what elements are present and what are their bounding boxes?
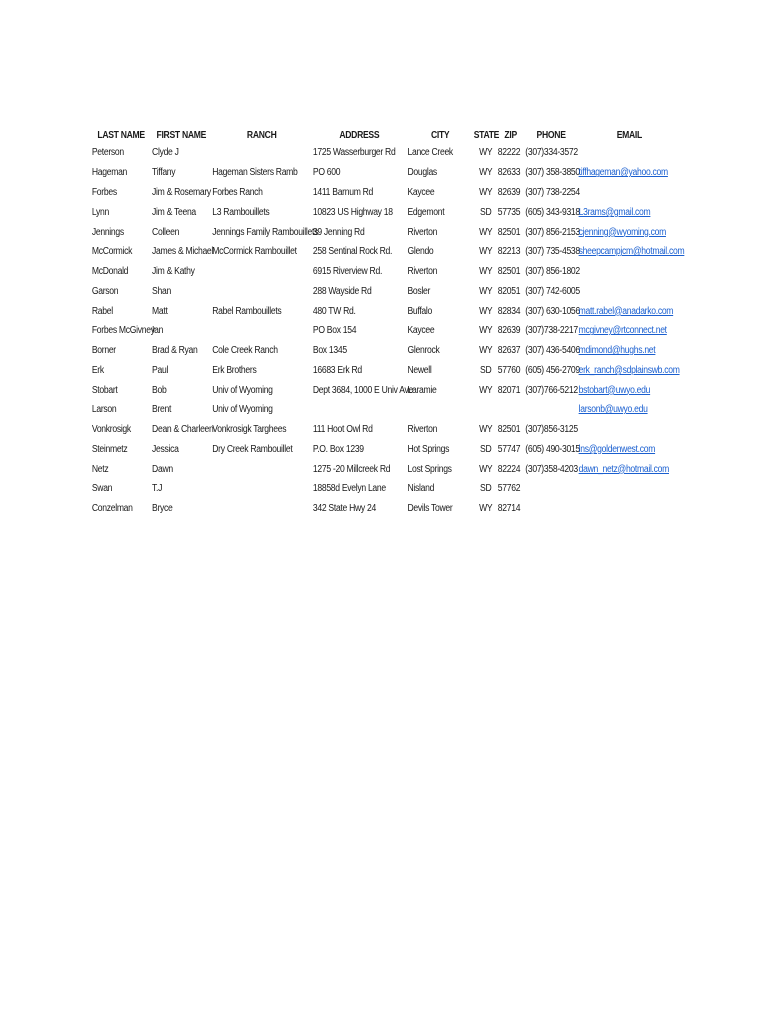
address-cell: Box 1345 — [312, 345, 347, 357]
email-link[interactable]: matt.rabel@anadarko.com — [578, 305, 674, 317]
email-link[interactable]: lns@goldenwest.com — [578, 443, 656, 455]
zip-cell: 82213 — [497, 246, 521, 258]
header-ranch: RANCH — [246, 130, 277, 141]
email-link — [578, 141, 681, 163]
city-cell: Hot Springs — [407, 443, 450, 455]
last-name-cell: Peterson — [91, 146, 124, 158]
state-cell: SD — [480, 443, 492, 455]
first-name-cell: Jessica — [152, 443, 179, 455]
ranch-cell — [211, 459, 312, 479]
zip-cell: 57747 — [497, 443, 521, 455]
table-row — [91, 440, 681, 460]
first-name-cell: Paul — [152, 364, 169, 376]
ranch-cell: Vonkrosigk Targhees — [212, 424, 287, 436]
first-name-cell: Tiffany — [152, 167, 176, 179]
zip-cell: 82224 — [497, 463, 521, 475]
last-name-cell: Garson — [91, 285, 119, 297]
zip-cell — [497, 400, 525, 420]
ranch-cell: Jennings Family Rambouillets — [212, 226, 319, 238]
ranch-cell: Hageman Sisters Ramb — [212, 167, 298, 179]
first-name-cell: Dean & Charleen — [152, 424, 214, 436]
table-row — [91, 242, 681, 262]
email-link — [578, 499, 681, 519]
city-cell: Laramie — [407, 384, 437, 396]
first-name-cell: Brent — [152, 404, 172, 416]
address-cell: 258 Sentinal Rock Rd. — [312, 246, 393, 258]
header-first-name: FIRST NAME — [156, 130, 207, 141]
email-link — [578, 183, 681, 203]
ranch-cell: Rabel Rambouillets — [212, 305, 282, 317]
phone-cell: (307)766-5212 — [525, 384, 578, 396]
last-name-cell: Forbes McGivney — [91, 325, 155, 337]
header-row — [91, 124, 681, 141]
city-cell: Nisland — [407, 483, 435, 495]
table-row — [91, 459, 681, 479]
address-cell: 16683 Erk Rd — [312, 364, 362, 376]
last-name-cell: Erk — [91, 364, 104, 376]
header-state: STATE — [473, 130, 500, 141]
state-cell: WY — [479, 187, 493, 199]
table-row — [91, 400, 681, 420]
contact-table — [91, 124, 685, 519]
table-row — [91, 420, 681, 440]
last-name-cell: Steinmetz — [91, 443, 128, 455]
state-cell: WY — [479, 305, 493, 317]
city-cell: Riverton — [407, 424, 438, 436]
state-cell: WY — [479, 503, 493, 515]
phone-cell: (307) 630-1056 — [525, 305, 580, 317]
ranch-cell: Cole Creek Ranch — [212, 345, 278, 357]
first-name-cell: Matt — [152, 305, 168, 317]
email-link[interactable]: L3rams@gmail.com — [578, 206, 651, 218]
city-cell: Bosler — [407, 285, 431, 297]
state-cell — [474, 400, 497, 420]
city-cell: Edgemont — [407, 206, 445, 218]
email-link[interactable]: erk_ranch@sdplainswb.com — [578, 364, 680, 376]
address-cell: PO 600 — [312, 167, 341, 179]
ranch-cell: Univ of Wyoming — [212, 404, 273, 416]
city-cell: Lost Springs — [407, 463, 452, 475]
email-link[interactable]: larsonb@uwyo.edu — [578, 404, 648, 416]
city-cell: Newell — [407, 364, 432, 376]
table-row — [91, 163, 681, 183]
state-cell: SD — [480, 206, 492, 218]
zip-cell: 82501 — [497, 226, 521, 238]
phone-cell: (307) 436-5406 — [525, 345, 580, 357]
table-row — [91, 262, 681, 282]
state-cell: WY — [479, 226, 493, 238]
phone-cell: (307) 742-6005 — [525, 285, 580, 297]
first-name-cell: Jim & Kathy — [152, 266, 195, 278]
city-cell: Kaycee — [407, 187, 435, 199]
email-link[interactable]: dawn_netz@hotmail.com — [578, 463, 669, 475]
address-cell: 480 TW Rd. — [312, 305, 356, 317]
ranch-cell: Forbes Ranch — [212, 187, 263, 199]
phone-cell: (307) 856-1802 — [525, 266, 580, 278]
state-cell: WY — [479, 424, 493, 436]
state-cell: WY — [479, 266, 493, 278]
email-link[interactable]: mdimond@hughs.net — [578, 345, 656, 357]
state-cell: WY — [479, 285, 493, 297]
email-link — [578, 282, 681, 302]
zip-cell: 57760 — [497, 364, 521, 376]
last-name-cell: Swan — [91, 483, 113, 495]
first-name-cell: Bryce — [152, 503, 173, 515]
state-cell: SD — [480, 364, 492, 376]
last-name-cell: Borner — [91, 345, 116, 357]
header-last-name: LAST NAME — [97, 130, 145, 141]
table-row — [91, 479, 681, 499]
last-name-cell: Stobart — [91, 384, 118, 396]
table-body — [91, 141, 685, 519]
last-name-cell: Hageman — [91, 167, 128, 179]
table-row — [91, 222, 681, 242]
zip-cell: 82639 — [497, 325, 521, 337]
header-city: CITY — [430, 130, 450, 141]
state-cell: WY — [479, 246, 493, 258]
first-name-cell: Dawn — [152, 463, 173, 475]
table-header — [91, 124, 681, 141]
state-cell: WY — [479, 345, 493, 357]
phone-cell: (307)334-3572 — [525, 146, 578, 158]
last-name-cell: Lynn — [91, 206, 109, 218]
address-cell: PO Box 154 — [312, 325, 357, 337]
phone-cell — [524, 499, 577, 519]
city-cell: Kaycee — [407, 325, 435, 337]
header-phone: PHONE — [536, 130, 566, 141]
city-cell — [407, 400, 474, 420]
table-row — [91, 183, 681, 203]
table-row — [91, 282, 681, 302]
email-link — [578, 420, 681, 440]
email-link[interactable]: mcgivney@rtconnect.net — [578, 325, 667, 337]
address-cell: 18858d Evelyn Lane — [312, 483, 386, 495]
address-cell: Dept 3684, 1000 E Univ Ave — [312, 384, 413, 396]
address-cell: 1725 Wasserburger Rd — [312, 146, 396, 158]
contact-sheet — [91, 124, 691, 519]
ranch-cell: Univ of Wyoming — [212, 384, 273, 396]
state-cell: WY — [479, 167, 493, 179]
last-name-cell: Conzelman — [91, 503, 133, 515]
first-name-cell: Jim & Teena — [152, 206, 196, 218]
phone-cell: (307)358-4203 — [525, 463, 578, 475]
phone-cell: (307)738-2217 — [525, 325, 578, 337]
ranch-cell — [211, 282, 312, 302]
email-link[interactable]: cjenning@wyoming.com — [578, 226, 666, 238]
ranch-cell — [211, 262, 312, 282]
last-name-cell: Jennings — [91, 226, 124, 238]
zip-cell: 82633 — [497, 167, 521, 179]
phone-cell: (605) 456-2709 — [525, 364, 580, 376]
header-zip: ZIP — [504, 130, 517, 141]
first-name-cell: James & Michael — [152, 246, 214, 258]
ranch-cell — [211, 499, 312, 519]
first-name-cell: Jim & Rosemary — [152, 187, 211, 199]
address-cell — [312, 400, 407, 420]
table-row — [91, 380, 681, 400]
ranch-cell: Dry Creek Rambouillet — [212, 443, 293, 455]
zip-cell: 82639 — [497, 187, 521, 199]
state-cell: WY — [479, 146, 493, 158]
state-cell: SD — [480, 483, 492, 495]
zip-cell: 82501 — [497, 266, 521, 278]
address-cell: 342 State Hwy 24 — [312, 503, 376, 515]
first-name-cell: Bob — [152, 384, 167, 396]
city-cell: Devils Tower — [407, 503, 453, 515]
phone-cell: (307) 735-4538 — [525, 246, 580, 258]
first-name-cell: Shan — [152, 285, 171, 297]
email-link[interactable]: bstobart@uwyo.edu — [578, 384, 651, 396]
address-cell: P.O. Box 1239 — [312, 443, 364, 455]
address-cell: 39 Jenning Rd — [312, 226, 365, 238]
zip-cell: 82637 — [497, 345, 521, 357]
first-name-cell: Ian — [152, 325, 164, 337]
address-cell: 111 Hoot Owl Rd — [312, 424, 373, 436]
state-cell: WY — [479, 384, 493, 396]
table-row — [91, 141, 681, 163]
ranch-cell — [211, 141, 312, 163]
phone-cell: (605) 343-9318 — [525, 206, 580, 218]
email-link — [578, 479, 681, 499]
zip-cell: 57762 — [497, 483, 521, 495]
city-cell: Riverton — [407, 226, 438, 238]
zip-cell: 82834 — [497, 305, 521, 317]
address-cell: 1411 Barnum Rd — [312, 187, 374, 199]
phone-cell: (307) 856-2153 — [525, 226, 580, 238]
zip-cell: 82071 — [497, 384, 521, 396]
city-cell: Lance Creek — [407, 146, 453, 158]
ranch-cell: McCormick Rambouillet — [212, 246, 297, 258]
last-name-cell: McCormick — [91, 246, 133, 258]
address-cell: 6915 Riverview Rd. — [312, 266, 383, 278]
state-cell: WY — [479, 463, 493, 475]
zip-cell: 82222 — [497, 146, 521, 158]
header-email: EMAIL — [616, 130, 642, 141]
first-name-cell: Clyde J — [152, 146, 179, 158]
zip-cell: 82051 — [497, 285, 521, 297]
city-cell: Glenrock — [407, 345, 440, 357]
last-name-cell: McDonald — [91, 266, 129, 278]
first-name-cell: T.J — [152, 483, 163, 495]
phone-cell: (605) 490-3015 — [525, 443, 580, 455]
phone-cell: (307) 358-3850 — [525, 167, 580, 179]
ranch-cell: Erk Brothers — [212, 364, 257, 376]
ranch-cell: L3 Rambouillets — [212, 206, 270, 218]
phone-cell — [524, 400, 577, 420]
table-row — [91, 203, 681, 223]
email-link — [578, 262, 681, 282]
phone-cell: (307) 738-2254 — [525, 187, 580, 199]
last-name-cell: Rabel — [91, 305, 113, 317]
city-cell: Douglas — [407, 167, 437, 179]
phone-cell: (307)856-3125 — [525, 424, 578, 436]
table-row — [91, 341, 681, 361]
last-name-cell: Forbes — [91, 187, 117, 199]
table-row — [91, 361, 681, 381]
table-row — [91, 321, 681, 341]
table-row — [91, 301, 681, 321]
email-link[interactable]: tiffhageman@yahoo.com — [578, 167, 668, 179]
table-row — [91, 499, 681, 519]
address-cell: 1275 -20 Millcreek Rd — [312, 463, 391, 475]
last-name-cell: Netz — [91, 463, 109, 475]
phone-cell — [524, 479, 577, 499]
city-cell: Buffalo — [407, 305, 433, 317]
zip-cell: 57735 — [497, 206, 521, 218]
last-name-cell: Larson — [91, 404, 117, 416]
ranch-cell — [211, 321, 312, 341]
state-cell: WY — [479, 325, 493, 337]
zip-cell: 82501 — [497, 424, 521, 436]
address-cell: 288 Wayside Rd — [312, 285, 372, 297]
header-address: ADDRESS — [339, 130, 380, 141]
email-link[interactable]: sheepcampjcm@hotmail.com — [578, 246, 685, 258]
city-cell: Glendo — [407, 246, 434, 258]
ranch-cell — [211, 479, 312, 499]
first-name-cell: Colleen — [152, 226, 180, 238]
city-cell: Riverton — [407, 266, 438, 278]
zip-cell: 82714 — [497, 503, 521, 515]
last-name-cell: Vonkrosigk — [91, 424, 131, 436]
first-name-cell: Brad & Ryan — [152, 345, 198, 357]
address-cell: 10823 US Highway 18 — [312, 206, 393, 218]
